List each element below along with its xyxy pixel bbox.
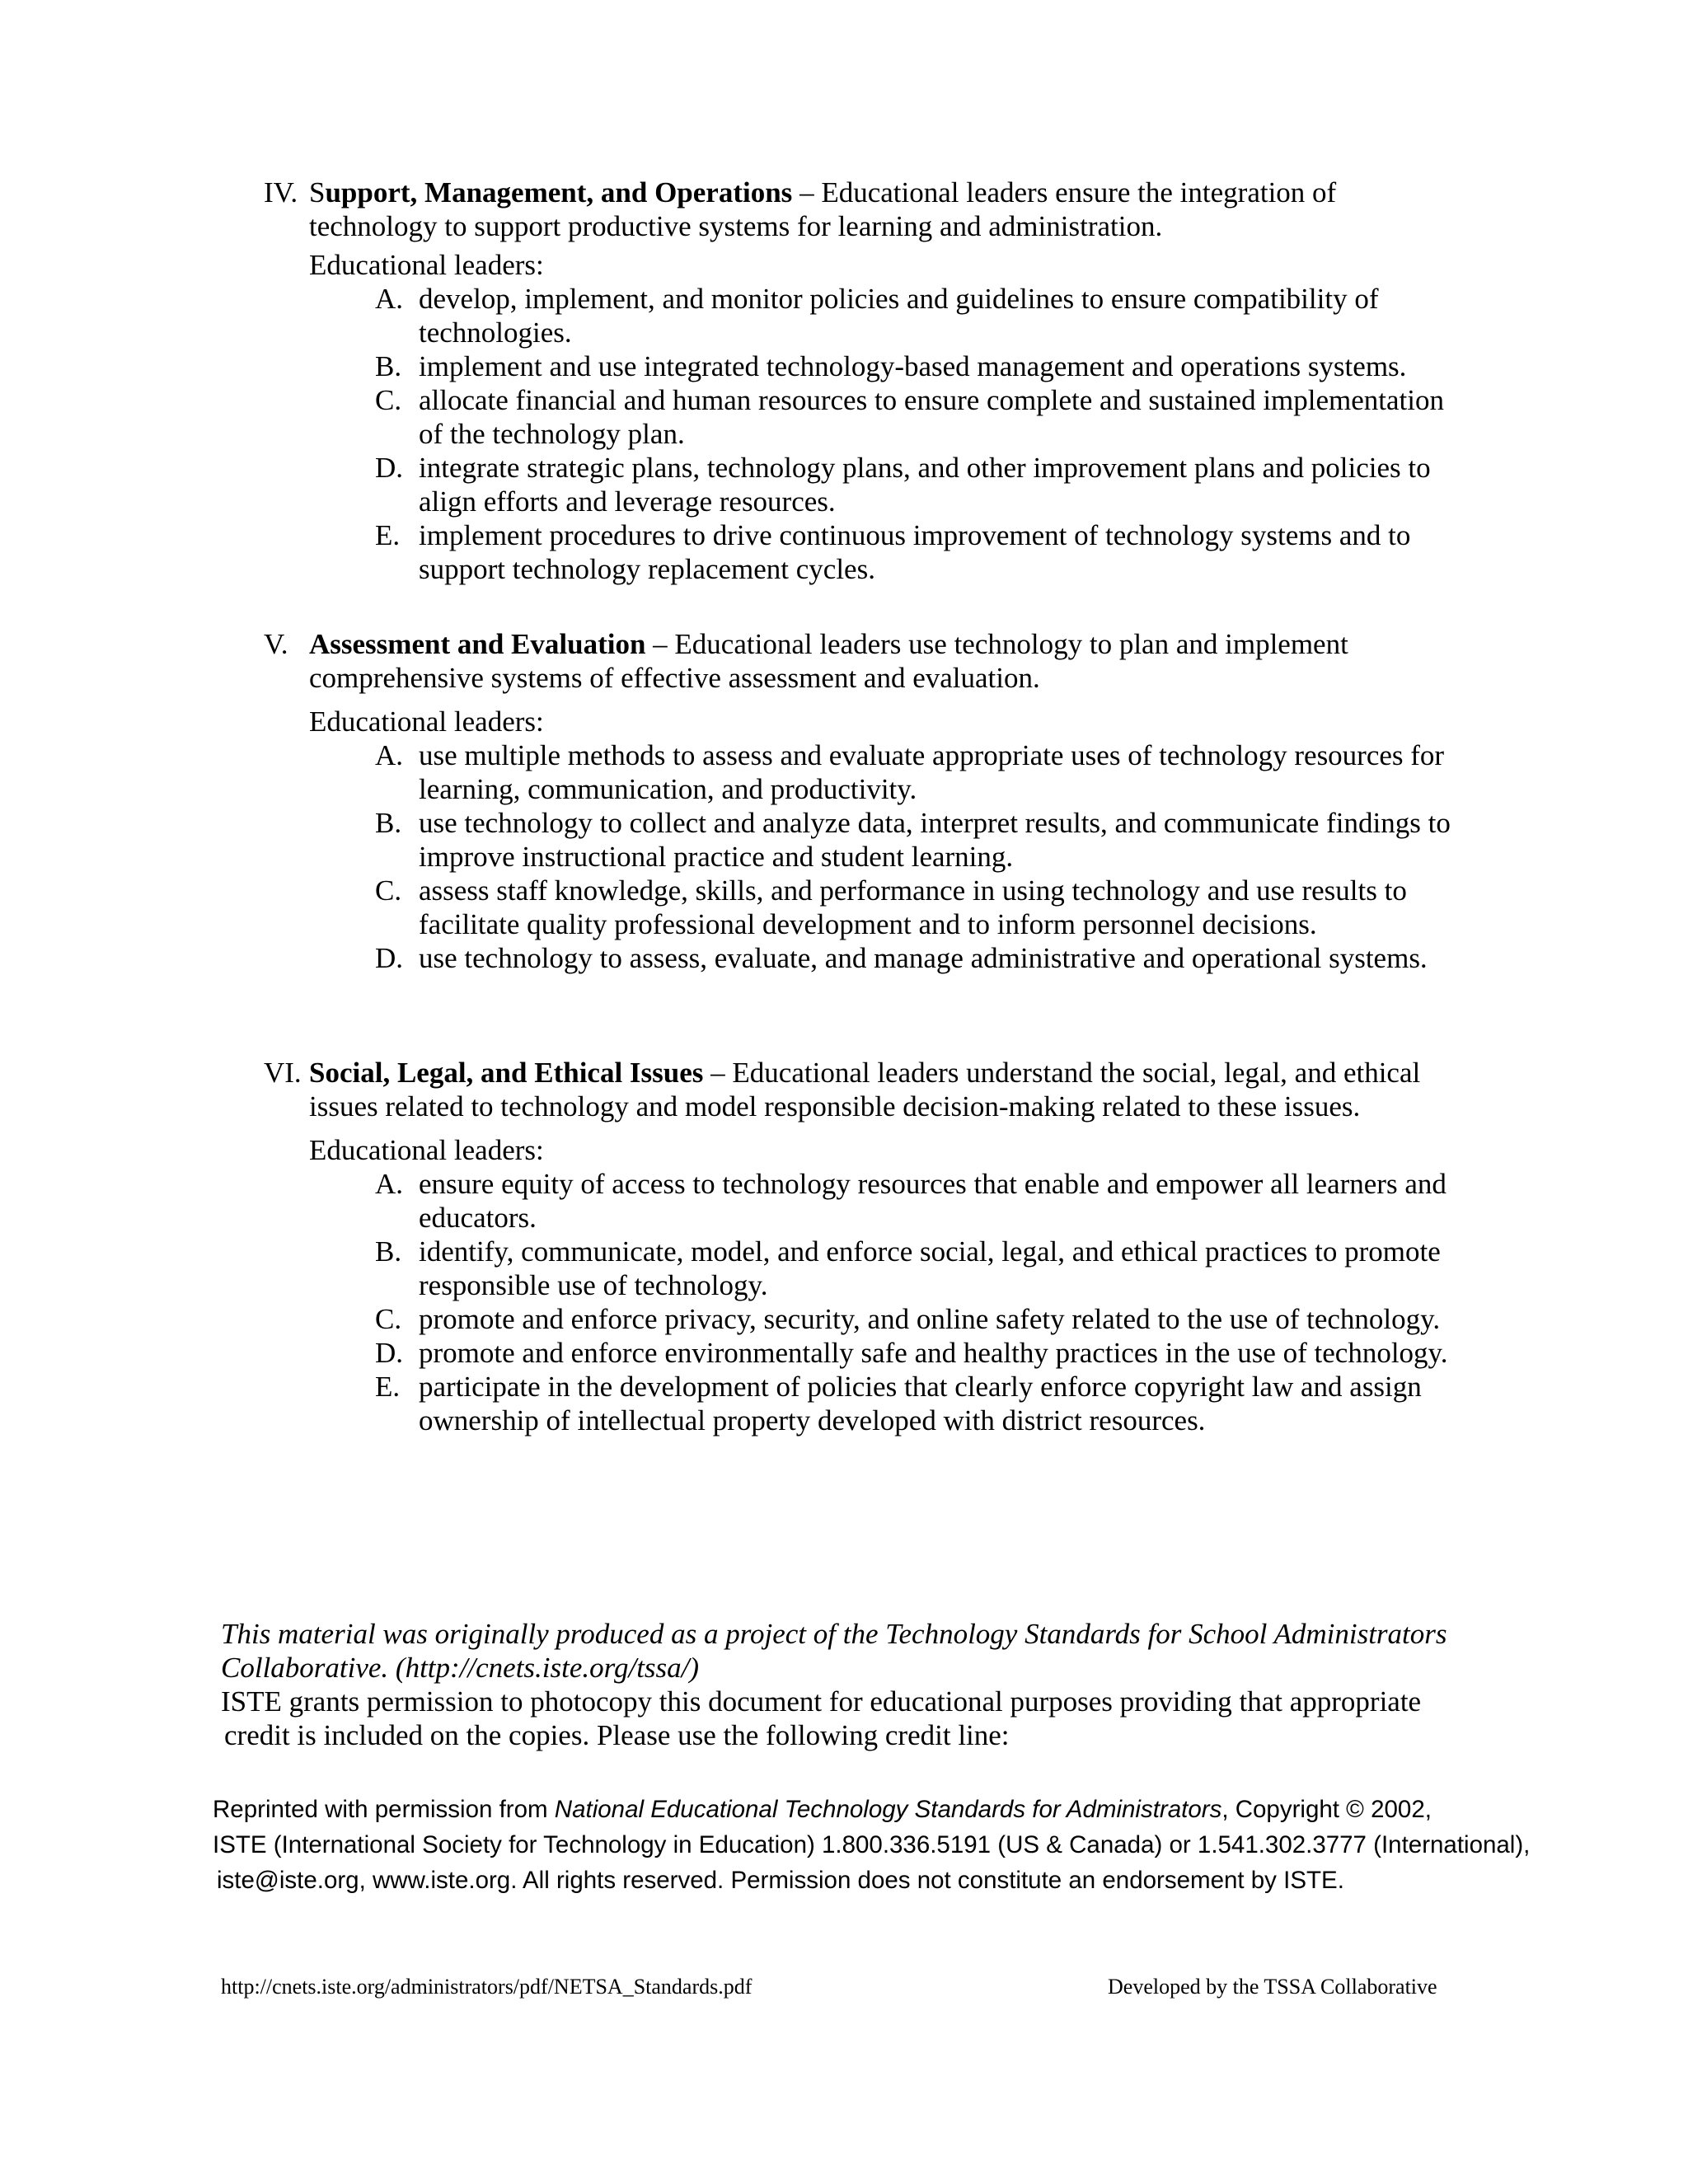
item-list <box>375 1167 1451 1437</box>
item-list <box>375 282 1451 586</box>
list-item <box>375 383 1457 451</box>
credit-line-1 <box>213 1792 1614 1827</box>
list-item <box>375 1167 1457 1235</box>
section-heading <box>264 176 1451 243</box>
item-text: promote and enforce environmentally safe and healthy practices in the use of technology. <box>419 1337 1448 1369</box>
list-item <box>375 806 1457 874</box>
item-letter: A. <box>375 1168 404 1200</box>
footer-url: http://cnets.iste.org/administrators/pdf/NETSA_Standards.pdf <box>221 1975 753 1999</box>
footer-developed-by: Developed by the TSSA Collaborative <box>1108 1975 1437 1999</box>
credit-suffix: , Copyright © 2002, <box>1221 1796 1432 1823</box>
list-item <box>375 1370 1457 1437</box>
item-letter: E. <box>375 519 401 551</box>
item-letter: A. <box>375 283 404 315</box>
section-title-prefix: S <box>309 176 326 209</box>
item-text: promote and enforce privacy, security, and online safety related to the use of technology. <box>419 1303 1441 1335</box>
credit-block <box>213 1792 1614 1898</box>
list-item <box>375 349 1457 383</box>
list-item <box>375 738 1457 806</box>
section-title: upport, Management, and Operations <box>325 176 793 209</box>
list-item <box>375 1235 1457 1302</box>
leaders-label: Educational leaders: <box>309 1134 544 1166</box>
section-title: Social, Legal, and Ethical Issues <box>309 1057 704 1089</box>
item-list <box>375 738 1451 975</box>
list-item <box>375 518 1457 586</box>
permission-line-2: credit is included on the copies. Please use the following credit line: <box>224 1719 1010 1751</box>
item-text: use technology to assess, evaluate, and manage administrative and operational systems. <box>419 942 1428 974</box>
list-item <box>375 282 1457 349</box>
origin-note-line-2: Collaborative. (http://cnets.iste.org/tssa/) <box>221 1652 700 1684</box>
item-text: assess staff knowledge, skills, and performance in using technology and use results to facilitate quality professional development and to inform personnel decisions. <box>419 874 1407 940</box>
item-letter: A. <box>375 739 404 771</box>
item-letter: E. <box>375 1371 401 1403</box>
permission-line-1: ISTE grants permission to photocopy this document for educational purposes providing that appropriate <box>221 1685 1422 1718</box>
list-item <box>375 874 1457 941</box>
section-v <box>264 627 1451 975</box>
item-text: allocate financial and human resources to ensure complete and sustained implementation of the technology plan. <box>419 384 1445 450</box>
list-item <box>375 1336 1457 1370</box>
section-description: – Educational leaders ensure the integration of technology to support productive systems for learning and administration. <box>309 176 1337 242</box>
list-item <box>375 1302 1457 1336</box>
item-letter: B. <box>375 350 402 382</box>
origin-note-line-1: This material was originally produced as a project of the Technology Standards for School Administrators <box>221 1618 1447 1650</box>
section-number: IV. <box>264 176 298 209</box>
footer-note <box>221 1617 1507 1752</box>
item-text: develop, implement, and monitor policies and guidelines to ensure compatibility of technologies. <box>419 283 1379 349</box>
item-letter: D. <box>375 452 404 484</box>
credit-prefix: Reprinted with permission from <box>213 1796 555 1823</box>
item-letter: D. <box>375 1337 404 1369</box>
section-title: Assessment and Evaluation <box>309 628 646 660</box>
list-item <box>375 451 1457 518</box>
section-vi <box>264 1056 1451 1437</box>
item-letter: C. <box>375 874 402 907</box>
leaders-label: Educational leaders: <box>309 249 544 281</box>
item-text: use multiple methods to assess and evaluate appropriate uses of technology resources for learning, communication, and productivity. <box>419 739 1445 805</box>
section-heading <box>264 627 1451 695</box>
item-text: identify, communicate, model, and enforce social, legal, and ethical practices to promote responsible use of technology. <box>419 1235 1441 1301</box>
item-letter: C. <box>375 384 402 416</box>
item-text: implement procedures to drive continuous improvement of technology systems and to support technology replacement cycles. <box>419 519 1411 585</box>
item-letter: C. <box>375 1303 402 1335</box>
list-item <box>375 941 1457 975</box>
section-number: V. <box>264 628 288 660</box>
leaders-label: Educational leaders: <box>309 705 544 738</box>
credit-line-2: ISTE (International Society for Technology in Education) 1.800.336.5191 (US & Canada) or 1.541.302.3777 (International), <box>213 1831 1531 1858</box>
credit-line-3: iste@iste.org, www.iste.org. All rights reserved. Permission does not constitute an endorsement by ISTE. <box>217 1867 1344 1894</box>
section-number: VI. <box>264 1057 302 1089</box>
publication-title: National Educational Technology Standards for Administrators <box>554 1796 1222 1823</box>
section-heading <box>264 1056 1451 1123</box>
item-text: use technology to collect and analyze data, interpret results, and communicate findings to improve instructional practice and student learning. <box>419 807 1451 873</box>
section-iv <box>264 176 1451 586</box>
item-text: implement and use integrated technology-based management and operations systems. <box>419 350 1407 382</box>
item-text: ensure equity of access to technology resources that enable and empower all learners and educators. <box>419 1168 1447 1234</box>
section-description: – Educational leaders use technology to plan and implement comprehensive systems of effective assessment and evaluation. <box>309 628 1348 694</box>
section-description: – Educational leaders understand the social, legal, and ethical issues related to technology and model responsible decision-making related to these issues. <box>309 1057 1421 1122</box>
item-letter: D. <box>375 942 404 974</box>
item-letter: B. <box>375 807 402 839</box>
item-letter: B. <box>375 1235 402 1268</box>
item-text: participate in the development of policies that clearly enforce copyright law and assign ownership of intellectual property developed with district resources. <box>419 1371 1422 1436</box>
item-text: integrate strategic plans, technology plans, and other improvement plans and policies to align efforts and leverage resources. <box>419 452 1431 518</box>
